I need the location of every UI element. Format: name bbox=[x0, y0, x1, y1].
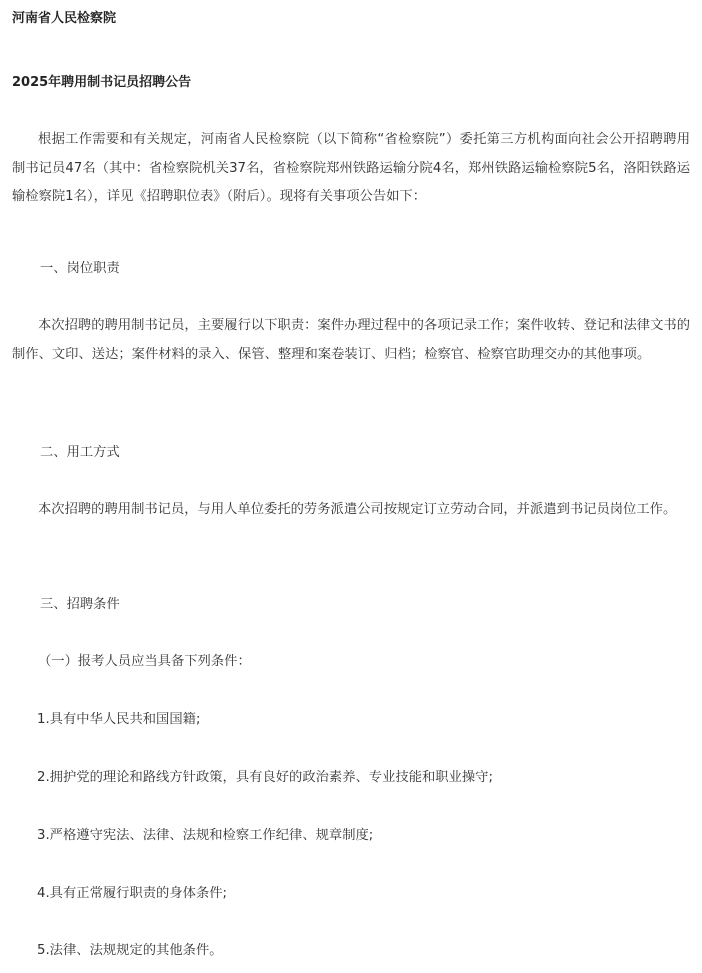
condition-item: 2.拥护党的理论和路线方针政策，具有良好的政治素养、专业技能和职业操守; bbox=[37, 770, 493, 785]
duties-paragraph: 本次招聘的聘用制书记员，主要履行以下职责：案件办理过程中的各项记录工作；案件收转、登记和法律文书的制作、文印、送达；案件材料的录入、保管、整理和案卷装订、归档；检察官、检察官助理交办的其他事项。 bbox=[12, 318, 690, 362]
section-heading-employment: 二、用工方式 bbox=[40, 445, 120, 460]
condition-item: 1.具有中华人民共和国国籍; bbox=[37, 712, 201, 727]
employment-paragraph: 本次招聘的聘用制书记员，与用人单位委托的劳务派遣公司按规定订立劳动合同，并派遣到书记员岗位工作。 bbox=[38, 502, 677, 517]
organization-name: 河南省人民检察院 bbox=[12, 11, 117, 26]
section-heading-duties: 一、岗位职责 bbox=[40, 261, 120, 276]
condition-item: 4.具有正常履行职责的身体条件; bbox=[37, 886, 228, 901]
announcement-title: 2025年聘用制书记员招聘公告 bbox=[12, 75, 192, 90]
intro-paragraph: 根据工作需要和有关规定，河南省人民检察院（以下简称“省检察院”）委托第三方机构面向社会公开招聘聘用制书记员47名（其中：省检察院机关37名，省检察院郑州铁路运输分院4名，郑州铁路运输检察院5名，洛阳铁路运输检察院1名），详见《招聘职位表》（附后）。现将有关事项公告如下： bbox=[12, 132, 690, 204]
condition-item: 5.法律、法规规定的其他条件。 bbox=[37, 943, 223, 958]
section-heading-requirements: 三、招聘条件 bbox=[40, 597, 120, 612]
condition-item: 3.严格遵守宪法、法律、法规和检察工作纪律、规章制度; bbox=[37, 828, 374, 843]
subsection-heading-eligibility: （一）报考人员应当具备下列条件： bbox=[38, 654, 251, 669]
